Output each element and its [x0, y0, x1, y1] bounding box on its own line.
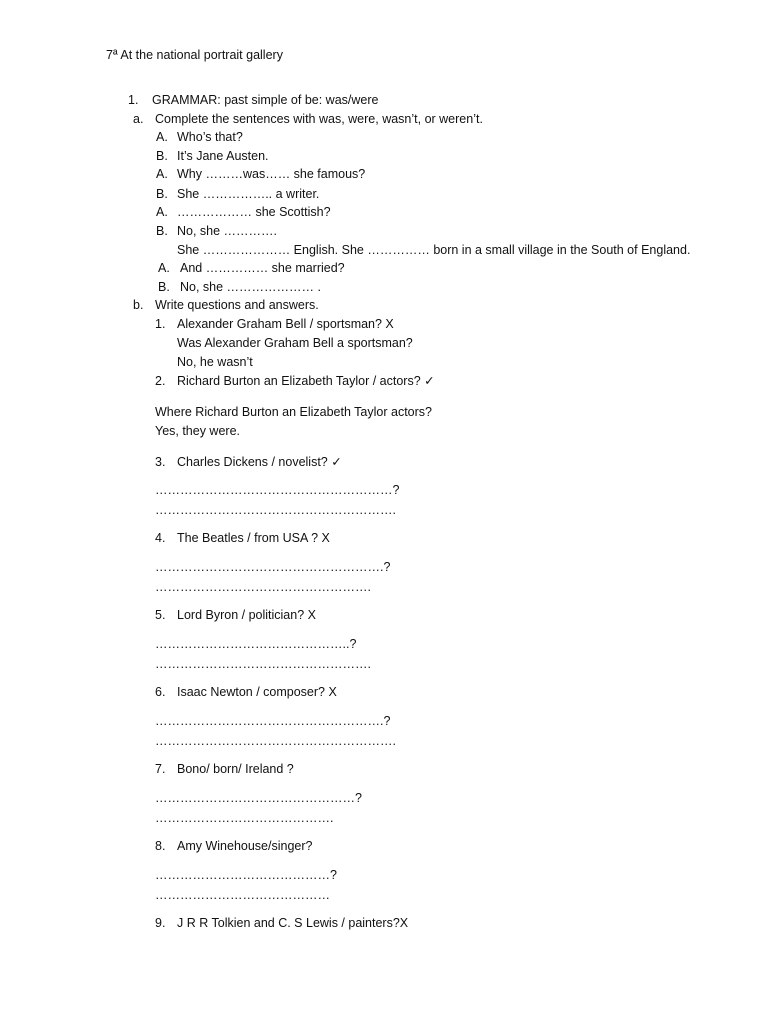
- example-answer: No, he wasn’t: [177, 355, 253, 369]
- dialogue-speaker: A.: [156, 130, 168, 144]
- exercise-number: 8.: [155, 839, 166, 853]
- exercise-prompt: Lord Byron / politician? X: [177, 608, 316, 622]
- exercise-prompt: Bono/ born/ Ireland ?: [177, 762, 294, 776]
- dialogue-line: No, she ………………… .: [180, 280, 321, 294]
- example-answer: Yes, they were.: [155, 424, 241, 438]
- exercise-number: 9.: [155, 916, 166, 930]
- dialogue-speaker: A.: [156, 167, 168, 181]
- exercise-number: 7.: [155, 762, 166, 776]
- exercise-prompt: Isaac Newton / composer? X: [177, 685, 337, 699]
- answer-line-answer: …………………………………….: [155, 811, 334, 825]
- part-a-letter: a.: [133, 112, 144, 126]
- exercise-prompt: Amy Winehouse/singer?: [177, 839, 313, 853]
- exercise-number: 3.: [155, 455, 166, 469]
- answer-line-question: ……………………………………………….?: [155, 714, 391, 728]
- exercise-prompt: Richard Burton an Elizabeth Taylor / actors? ✓: [177, 374, 435, 388]
- exercise-number: 5.: [155, 608, 166, 622]
- exercise-prompt: Charles Dickens / novelist? ✓: [177, 455, 342, 469]
- example-question: Was Alexander Graham Bell a sportsman?: [177, 336, 413, 350]
- dialogue-line: It’s Jane Austen.: [177, 149, 269, 163]
- dialogue-speaker: B.: [156, 187, 168, 201]
- exercise-number: 4.: [155, 531, 166, 545]
- example-question: Where Richard Burton an Elizabeth Taylor actors?: [155, 405, 432, 419]
- dialogue-line: She ………………… English. She …………… born in a small village in the South of England.: [177, 243, 691, 257]
- dialogue-line: And …………… she married?: [180, 261, 345, 275]
- exercise-prompt: Alexander Graham Bell / sportsman? X: [177, 317, 394, 331]
- worksheet-title: 7ª At the national portrait gallery: [106, 48, 283, 62]
- exercise-prompt: The Beatles / from USA ? X: [177, 531, 330, 545]
- dialogue-line: She …………….. a writer.: [177, 187, 320, 201]
- dialogue-speaker: A.: [158, 261, 170, 275]
- answer-line-question: …………………………………………?: [155, 791, 362, 805]
- exercise-number: 1.: [155, 317, 166, 331]
- answer-line-answer: ………………………………………………….: [155, 734, 396, 748]
- exercise-prompt: J R R Tolkien and C. S Lewis / painters?X: [177, 916, 409, 930]
- answer-line-answer: …………………………………………….: [155, 657, 371, 671]
- part-b-letter: b.: [133, 298, 144, 312]
- section-1-number: 1.: [128, 93, 139, 107]
- dialogue-line: ……………… she Scottish?: [177, 205, 331, 219]
- answer-line-answer: ………………………………………………….: [155, 503, 396, 517]
- dialogue-speaker: B.: [156, 224, 168, 238]
- part-b-instruction: Write questions and answers.: [155, 298, 319, 312]
- exercise-number: 2.: [155, 374, 166, 388]
- dialogue-line: Why ………was…… she famous?: [177, 167, 366, 181]
- section-1-heading: GRAMMAR: past simple of be: was/were: [152, 93, 379, 107]
- answer-line-question: ………………………………………..?: [155, 637, 357, 651]
- dialogue-speaker: A.: [156, 205, 168, 219]
- dialogue-line: No, she ………….: [177, 224, 278, 238]
- answer-line-question: …………………………………………………?: [155, 483, 400, 497]
- answer-line-answer: …………………………………………….: [155, 580, 371, 594]
- answer-line-question: ……………………………………………….?: [155, 560, 391, 574]
- part-a-instruction: Complete the sentences with was, were, wasn’t, or weren’t.: [155, 112, 483, 126]
- dialogue-speaker: B.: [156, 149, 168, 163]
- dialogue-speaker: B.: [158, 280, 170, 294]
- exercise-number: 6.: [155, 685, 166, 699]
- answer-line-answer: ……………………………………: [155, 888, 330, 902]
- answer-line-question: ……………………………………?: [155, 868, 337, 882]
- dialogue-line: Who’s that?: [177, 130, 243, 144]
